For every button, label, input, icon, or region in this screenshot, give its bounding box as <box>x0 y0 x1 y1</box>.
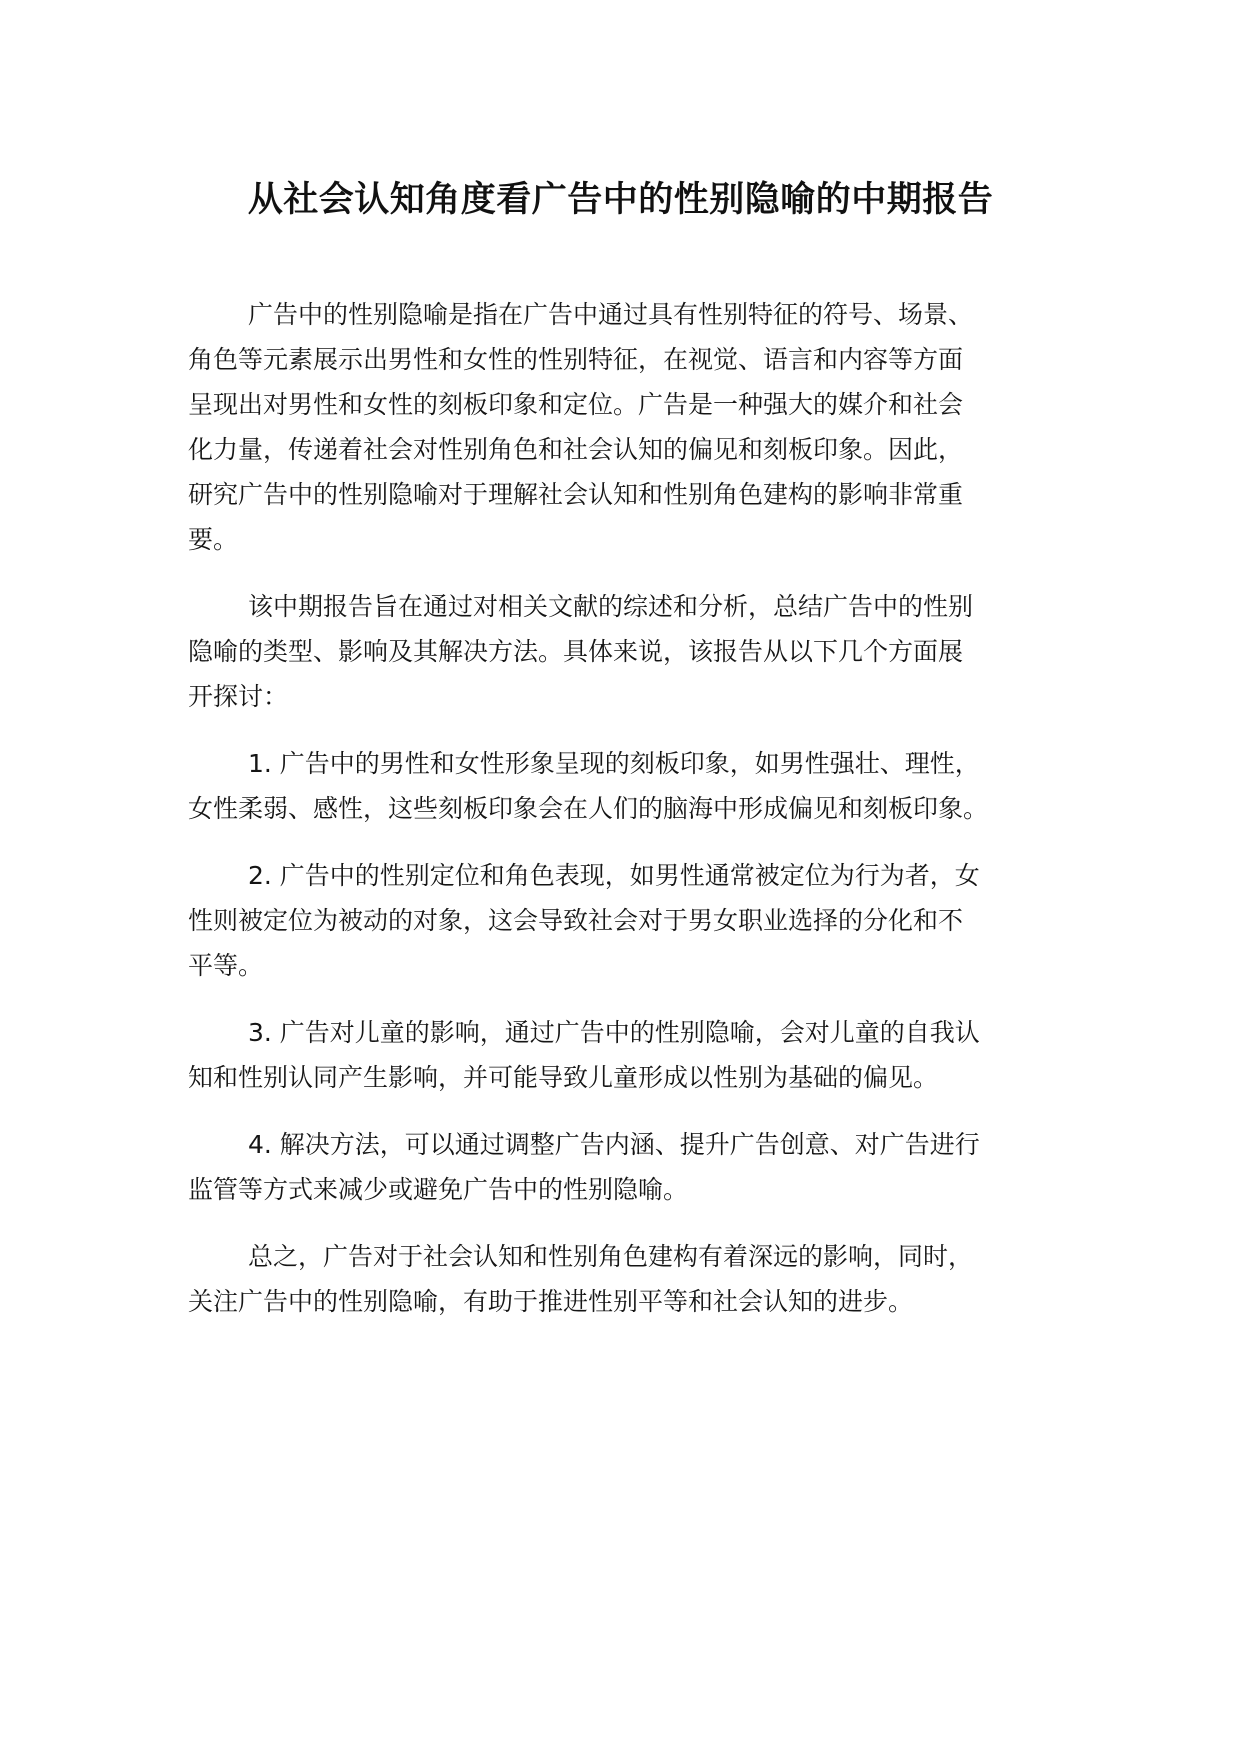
text-line: 1. 广告中的男性和女性形象呈现的刻板印象，如男性强壮、理性， <box>248 749 980 778</box>
text-line: 开探讨： <box>188 682 289 711</box>
text-line: 平等。 <box>188 951 264 980</box>
list-item-2 <box>188 853 1068 988</box>
text-line: 呈现出对男性和女性的刻板印象和定位。广告是一种强大的媒介和社会 <box>188 390 964 419</box>
text-line: 3. 广告对儿童的影响，通过广告中的性别隐喻，会对儿童的自我认 <box>248 1018 980 1047</box>
list-item-4 <box>188 1122 1068 1212</box>
text-line: 角色等元素展示出男性和女性的性别特征，在视觉、语言和内容等方面 <box>188 345 964 374</box>
text-line: 4. 解决方法，可以通过调整广告内涵、提升广告创意、对广告进行 <box>248 1130 980 1159</box>
text-line: 该中期报告旨在通过对相关文献的综述和分析，总结广告中的性别 <box>248 592 974 621</box>
paragraph-intro <box>188 292 1068 562</box>
text-line: 知和性别认同产生影响，并可能导致儿童形成以性别为基础的偏见。 <box>188 1063 939 1092</box>
text-line: 化力量，传递着社会对性别角色和社会认知的偏见和刻板印象。因此， <box>188 435 964 464</box>
text-line: 隐喻的类型、影响及其解决方法。具体来说，该报告从以下几个方面展 <box>188 637 964 666</box>
list-item-3 <box>188 1010 1068 1100</box>
text-line: 总之，广告对于社会认知和性别角色建构有着深远的影响，同时， <box>248 1242 974 1271</box>
paragraph-purpose <box>188 584 1068 719</box>
document-title: 从社会认知角度看广告中的性别隐喻的中期报告 <box>247 180 994 220</box>
text-line: 监管等方式来减少或避免广告中的性别隐喻。 <box>188 1175 689 1204</box>
text-line: 性则被定位为被动的对象，这会导致社会对于男女职业选择的分化和不 <box>188 906 964 935</box>
document-body <box>188 292 1068 1346</box>
paragraph-conclusion <box>188 1234 1068 1324</box>
text-line: 女性柔弱、感性，这些刻板印象会在人们的脑海中形成偏见和刻板印象。 <box>188 794 989 823</box>
text-line: 要。 <box>188 525 239 554</box>
text-line: 广告中的性别隐喻是指在广告中通过具有性别特征的符号、场景、 <box>248 300 974 329</box>
text-line: 关注广告中的性别隐喻，有助于推进性别平等和社会认知的进步。 <box>188 1287 914 1316</box>
list-item-1 <box>188 741 1068 831</box>
text-line: 研究广告中的性别隐喻对于理解社会认知和性别角色建构的影响非常重 <box>188 480 964 509</box>
text-line: 2. 广告中的性别定位和角色表现，如男性通常被定位为行为者，女 <box>248 861 980 890</box>
